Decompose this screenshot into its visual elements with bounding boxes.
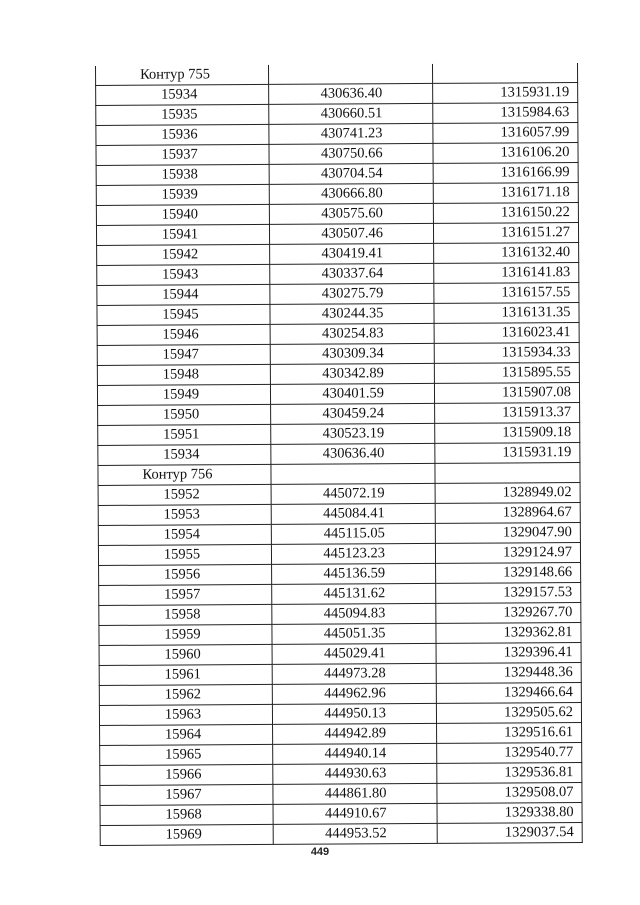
- table-row: [99, 583, 581, 606]
- y-coordinate-cell: 1315895.55: [434, 363, 579, 384]
- x-coordinate-cell: 445051.35: [272, 623, 436, 644]
- table-row: [96, 183, 578, 206]
- y-coordinate-cell: 1315909.18: [435, 423, 580, 444]
- x-coordinate-cell: 430704.54: [269, 163, 433, 184]
- y-coordinate-cell: 1316131.35: [434, 303, 579, 324]
- x-coordinate-cell: 430244.35: [270, 303, 434, 324]
- table-row: [99, 563, 581, 586]
- table-row: [97, 243, 579, 266]
- point-number-cell: 15955: [98, 544, 271, 565]
- x-coordinate-cell: 430507.46: [269, 223, 433, 244]
- x-coordinate-cell: 430660.51: [269, 103, 433, 124]
- empty-cell: [268, 64, 432, 85]
- y-coordinate-cell: 1316023.41: [434, 323, 579, 344]
- y-coordinate-cell: 1329516.61: [437, 723, 582, 744]
- y-coordinate-cell: 1316166.99: [433, 163, 578, 184]
- y-coordinate-cell: 1329508.07: [437, 783, 582, 804]
- table-row: [97, 283, 579, 306]
- x-coordinate-cell: 444962.96: [272, 683, 436, 704]
- x-coordinate-cell: 445084.41: [271, 503, 435, 524]
- x-coordinate-cell: 430741.23: [269, 123, 433, 144]
- y-coordinate-cell: 1329540.77: [437, 743, 582, 764]
- point-number-cell: 15957: [99, 584, 272, 605]
- table-row: [100, 763, 582, 786]
- table-row: [96, 103, 578, 126]
- point-number-cell: 15943: [97, 264, 270, 285]
- y-coordinate-cell: 1315984.63: [433, 103, 578, 124]
- point-number-cell: 15951: [98, 424, 271, 445]
- x-coordinate-cell: 444942.89: [273, 723, 437, 744]
- x-coordinate-cell: 430666.80: [269, 183, 433, 204]
- point-number-cell: 15944: [97, 284, 270, 305]
- point-number-cell: 15947: [97, 344, 270, 365]
- y-coordinate-cell: 1315907.08: [434, 383, 579, 404]
- x-coordinate-cell: 444973.28: [272, 663, 436, 684]
- x-coordinate-cell: 445123.23: [271, 543, 435, 564]
- table-row: [98, 403, 580, 426]
- y-coordinate-cell: 1329448.36: [436, 663, 581, 684]
- table-row: [96, 123, 578, 146]
- point-number-cell: 15961: [99, 664, 272, 685]
- point-number-cell: 15938: [96, 164, 269, 185]
- y-coordinate-cell: 1316150.22: [433, 203, 578, 224]
- x-coordinate-cell: 445094.83: [272, 603, 436, 624]
- y-coordinate-cell: 1329267.70: [436, 603, 581, 624]
- x-coordinate-cell: 430750.66: [269, 143, 433, 164]
- point-number-cell: 15954: [98, 524, 271, 545]
- x-coordinate-cell: 444950.13: [272, 703, 436, 724]
- point-number-cell: 15953: [98, 504, 271, 525]
- point-number-cell: 15948: [97, 364, 270, 385]
- table-row: [96, 163, 578, 186]
- x-coordinate-cell: 430337.64: [270, 263, 434, 284]
- point-number-cell: 15949: [97, 384, 270, 405]
- table-row: [97, 303, 579, 326]
- y-coordinate-cell: 1315913.37: [435, 403, 580, 424]
- empty-cell: [432, 63, 577, 83]
- table-row: [99, 623, 581, 646]
- table-row: [97, 263, 579, 286]
- y-coordinate-cell: 1316151.27: [433, 223, 578, 244]
- table-row: [99, 703, 581, 726]
- point-number-cell: 15966: [100, 764, 273, 785]
- y-coordinate-cell: 1329037.54: [437, 823, 582, 844]
- point-number-cell: 15968: [100, 804, 273, 825]
- x-coordinate-cell: 445072.19: [271, 483, 435, 504]
- y-coordinate-cell: 1329536.81: [437, 763, 582, 784]
- table-row: [99, 683, 581, 706]
- y-coordinate-cell: 1316057.99: [433, 123, 578, 144]
- y-coordinate-cell: 1328964.67: [435, 503, 580, 524]
- x-coordinate-cell: 430342.89: [270, 363, 434, 384]
- y-coordinate-cell: 1329505.62: [436, 703, 581, 724]
- contour-label: Контур 755: [95, 65, 268, 86]
- table-row: [99, 603, 581, 626]
- table-row: [98, 523, 580, 546]
- contour-label: Контур 756: [98, 464, 271, 485]
- y-coordinate-cell: 1329124.97: [435, 543, 580, 564]
- point-number-cell: 15969: [100, 824, 273, 845]
- x-coordinate-cell: 430575.60: [269, 203, 433, 224]
- x-coordinate-cell: 430275.79: [270, 283, 434, 304]
- point-number-cell: 15940: [96, 204, 269, 225]
- empty-cell: [435, 463, 580, 484]
- x-coordinate-cell: 430401.59: [270, 383, 434, 404]
- table-row: [100, 783, 582, 806]
- point-number-cell: 15950: [98, 404, 271, 425]
- y-coordinate-cell: 1329466.64: [436, 683, 581, 704]
- x-coordinate-cell: 430459.24: [271, 403, 435, 424]
- y-coordinate-cell: 1316157.55: [434, 283, 579, 304]
- point-number-cell: 15962: [99, 684, 272, 705]
- point-number-cell: 15934: [98, 444, 271, 465]
- table-row: [100, 723, 582, 746]
- page-number: 449: [310, 846, 330, 858]
- y-coordinate-cell: 1315931.19: [435, 443, 580, 464]
- y-coordinate-cell: 1329047.90: [435, 523, 580, 544]
- table-row: [100, 743, 582, 766]
- point-number-cell: 15964: [100, 724, 273, 745]
- point-number-cell: 15956: [99, 564, 272, 585]
- y-coordinate-cell: 1316106.20: [433, 143, 578, 164]
- point-number-cell: 15952: [98, 484, 271, 505]
- table-row: [100, 803, 582, 826]
- point-number-cell: 15965: [100, 744, 273, 765]
- point-number-cell: 15942: [97, 244, 270, 265]
- x-coordinate-cell: 444861.80: [273, 783, 437, 804]
- point-number-cell: 15963: [99, 704, 272, 725]
- table-row: [96, 143, 578, 166]
- point-number-cell: 15936: [96, 124, 269, 145]
- table-row: [97, 383, 579, 406]
- table-row: [100, 823, 582, 846]
- x-coordinate-cell: 444953.52: [273, 823, 437, 844]
- y-coordinate-cell: 1329148.66: [436, 563, 581, 584]
- x-coordinate-cell: 430419.41: [270, 243, 434, 264]
- table-row: [98, 423, 580, 446]
- x-coordinate-cell: 444930.63: [273, 763, 437, 784]
- y-coordinate-cell: 1316141.83: [434, 263, 579, 284]
- y-coordinate-cell: 1328949.02: [435, 483, 580, 504]
- x-coordinate-cell: 430636.40: [269, 83, 433, 104]
- x-coordinate-cell: 430309.34: [270, 343, 434, 364]
- table-row: [96, 203, 578, 226]
- coordinate-table-body: [95, 63, 582, 845]
- point-number-cell: 15935: [96, 104, 269, 125]
- point-number-cell: 15945: [97, 304, 270, 325]
- y-coordinate-cell: 1316171.18: [433, 183, 578, 204]
- table-row: [99, 663, 581, 686]
- y-coordinate-cell: 1315931.19: [433, 83, 578, 104]
- x-coordinate-cell: 444940.14: [273, 743, 437, 764]
- point-number-cell: 15934: [96, 84, 269, 105]
- table-row: [97, 363, 579, 386]
- table-row: [99, 643, 581, 666]
- table-row: [98, 543, 580, 566]
- x-coordinate-cell: 445131.62: [272, 583, 436, 604]
- y-coordinate-cell: 1329157.53: [436, 583, 581, 604]
- point-number-cell: 15946: [97, 324, 270, 345]
- table-row: [98, 483, 580, 506]
- table-row: [96, 223, 578, 246]
- table-row: [97, 343, 579, 366]
- point-number-cell: 15939: [96, 184, 269, 205]
- table-row: [96, 83, 578, 106]
- point-number-cell: 15958: [99, 604, 272, 625]
- point-number-cell: 15960: [99, 644, 272, 665]
- coordinate-table: [95, 63, 583, 846]
- x-coordinate-cell: 430523.19: [271, 423, 435, 444]
- point-number-cell: 15959: [99, 624, 272, 645]
- point-number-cell: 15941: [96, 224, 269, 245]
- table-row: [98, 443, 580, 466]
- point-number-cell: 15937: [96, 144, 269, 165]
- y-coordinate-cell: 1315934.33: [434, 343, 579, 364]
- y-coordinate-cell: 1329338.80: [437, 803, 582, 824]
- y-coordinate-cell: 1329396.41: [436, 643, 581, 664]
- y-coordinate-cell: 1316132.40: [434, 243, 579, 264]
- x-coordinate-cell: 445115.05: [271, 523, 435, 544]
- x-coordinate-cell: 444910.67: [273, 803, 437, 824]
- table-row: [98, 503, 580, 526]
- point-number-cell: 15967: [100, 784, 273, 805]
- y-coordinate-cell: 1329362.81: [436, 623, 581, 644]
- empty-cell: [271, 463, 435, 484]
- x-coordinate-cell: 430636.40: [271, 443, 435, 464]
- table-row: [97, 323, 579, 346]
- x-coordinate-cell: 445136.59: [272, 563, 436, 584]
- x-coordinate-cell: 445029.41: [272, 643, 436, 664]
- x-coordinate-cell: 430254.83: [270, 323, 434, 344]
